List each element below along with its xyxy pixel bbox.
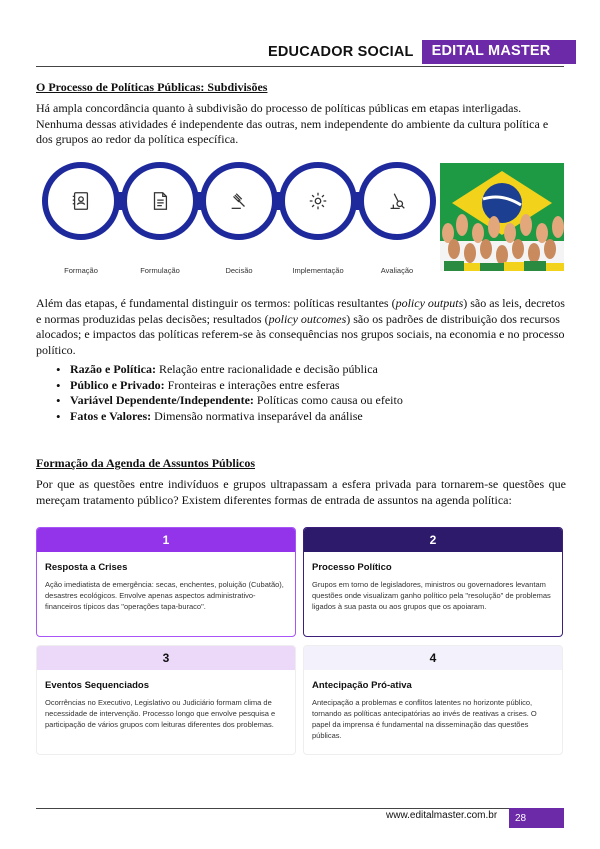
outputs-outcomes-paragraph: Além das etapas, é fundamental distinguir os termos: políticas resultantes (policy outputs) são as leis, decretos e normas produzidas pelas decisões; resultados (policy outcomes) são os padrões de distribuição dos recursos alocados; e impactos das políticas referem-se às consequências nos grupos sociais, na economia e no processo político. [36, 296, 565, 357]
step-label: Implementação [292, 266, 344, 275]
agenda-card-2 [303, 527, 563, 637]
card-body: Ocorrências no Executivo, Legislativo ou Judiciário formam clima de necessidade de intervenção. Processo longo que envolve pesquisa e participação de vários grupos com leituras diferentes dos problemas. [45, 698, 276, 729]
list-item: • Variável Dependente/Independente: Políticas como causa ou efeito [56, 393, 403, 409]
step-label: Decisão [225, 266, 253, 275]
header-brand: EDITAL MASTER [422, 40, 576, 64]
step-label: Formulação [140, 266, 180, 275]
step-label: Formação [64, 266, 98, 275]
gavel-icon [228, 190, 250, 212]
list-item: • Razão e Política: Relação entre racionalidade e decisão pública [56, 362, 403, 378]
card-title: Eventos Sequenciados [45, 680, 150, 691]
step-label: Avaliação [380, 266, 414, 275]
card-body: Antecipação a problemas e conflitos latentes no horizonte público, tornando as políticas antecipatórias ao invés de reativas a crises. O papel da imprensa é fundamental na disseminação das questões públicas. [312, 698, 537, 740]
page-number: 28 [509, 808, 564, 828]
brazil-flag-crowd-image [440, 163, 564, 271]
list-item: • Público e Privado: Fronteiras e interações entre esferas [56, 378, 403, 394]
agenda-card-3 [36, 645, 296, 755]
card-number: 2 [304, 528, 562, 552]
header-course: EDUCADOR SOCIAL [268, 44, 414, 60]
step-circle-decisao [200, 162, 278, 240]
card-title: Antecipação Pró-ativa [312, 680, 412, 691]
gear-icon [307, 190, 329, 212]
section-intro-policy-process: Há ampla concordância quanto à subdivisão do processo de políticas públicas em etapas interligadas. Nenhuma dessas atividades é independente das outras, nem independente do ambiente da cultura política e dos grupos ao redor da política específica. [36, 101, 549, 146]
card-title: Processo Político [312, 562, 392, 573]
section-title-agenda: Formação da Agenda de Assuntos Públicos [36, 456, 256, 470]
section-intro-agenda: Por que as questões entre indivíduos e grupos ultrapassam a esfera privada para tornarem-se questões que mereçam tratamento público? Existem diferentes formas de entrada de assuntos na agenda política: [36, 477, 566, 507]
policy-steps-diagram [36, 162, 431, 277]
card-number: 3 [37, 646, 295, 670]
microscope-icon [386, 190, 408, 212]
footer-url[interactable]: www.editalmaster.com.br [386, 810, 498, 821]
notebook-person-icon [70, 190, 92, 212]
card-title: Resposta a Crises [45, 562, 128, 573]
step-circle-formacao [42, 162, 120, 240]
step-circle-implementacao [279, 162, 357, 240]
card-body: Grupos em torno de legisladores, ministros ou governadores levantam questões onde visualizam ganho político pela "resolução" de problemas ligados à sua pasta ou aos grupos que os apoiaram. [312, 580, 551, 611]
card-number: 1 [37, 528, 295, 552]
card-number: 4 [304, 646, 562, 670]
step-circle-avaliacao [358, 162, 436, 240]
footer-divider [36, 808, 564, 809]
page-header [268, 40, 576, 64]
header-divider [36, 66, 564, 67]
step-circle-formulacao [121, 162, 199, 240]
agenda-card-1 [36, 527, 296, 637]
agenda-card-4 [303, 645, 563, 755]
policy-dimensions-list [56, 362, 403, 424]
card-body: Ação imediatista de emergência: secas, enchentes, poluição (Cubatão), desastres ecológicos. Envolve apenas aspectos administrativo-financeiros típicos das "operações tapa-buraco". [45, 580, 284, 611]
section-title-policy-process: O Processo de Políticas Públicas: Subdivisões [36, 80, 268, 94]
document-icon [149, 190, 171, 212]
list-item: • Fatos e Valores: Dimensão normativa inseparável da análise [56, 409, 403, 425]
